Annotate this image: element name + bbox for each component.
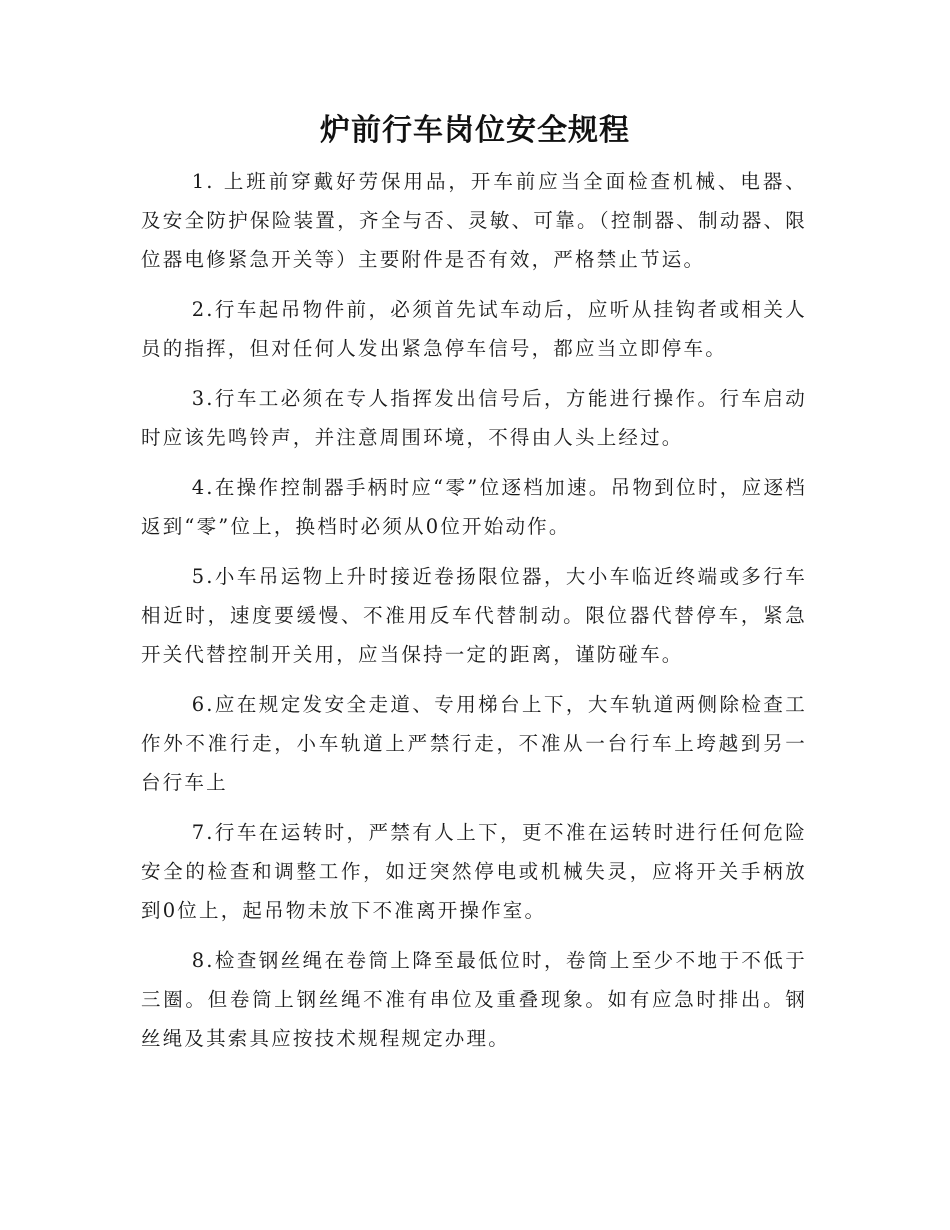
rule-paragraph-2: 2.行车起吊物件前，必须首先试车动后，应听从挂钩者或相关人员的指挥，但对任何人发出紧急停车信号，都应当立即停车。 [141,298,807,360]
rule-paragraph-5: 5.小车吊运物上升时接近卷扬限位器，大小车临近终端或多行车相近时，速度要缓慢、不准用反车代替制动。限位器代替停车，紧急开关代替控制开关用，应当保持一定的距离，谨防碰车。 [141,565,807,666]
document-title: 炉前行车岗位安全规程 [320,113,630,148]
rule-paragraph-4: 4.在操作控制器手柄时应“零”位逐档加速。吊物到位时，应逐档返到“零”位上，换档时必须从0位开始动作。 [141,476,807,538]
rule-paragraph-7: 7.行车在运转时，严禁有人上下，更不准在运转时进行任何危险安全的检查和调整工作，如迂突然停电或机械失灵，应将开关手柄放到0位上，起吊物未放下不准离开操作室。 [141,821,807,922]
rule-paragraph-3: 3.行车工必须在专人指挥发出信号后，方能进行操作。行车启动时应该先鸣铃声，并注意周围环境，不得由人头上经过。 [141,387,807,449]
rule-paragraph-8: 8.检查钢丝绳在卷筒上降至最低位时，卷筒上至少不地于不低于三圈。但卷筒上钢丝绳不准有串位及重叠现象。如有应急时排出。钢丝绳及其索具应按技术规程规定办理。 [141,949,807,1050]
rule-paragraph-6: 6.应在规定发安全走道、专用梯台上下，大车轨道两侧除检查工作外不准行走，小车轨道上严禁行走，不准从一台行车上垮越到另一台行车上 [141,693,807,794]
rule-paragraph-1: 1. 上班前穿戴好劳保用品，开车前应当全面检查机械、电器、及安全防护保险装置，齐全与否、灵敏、可靠。（控制器、制动器、限位器电修紧急开关等）主要附件是否有效，严格禁止节运。 [141,170,807,271]
document-body [141,162,807,1069]
